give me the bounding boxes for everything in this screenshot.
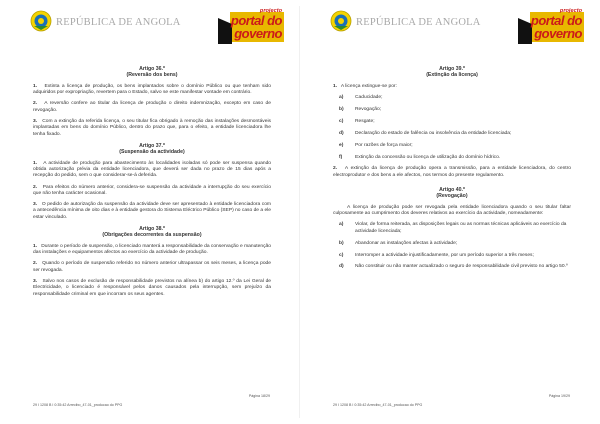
file-reference: 29 I 1208 B I 0:35:42 Arrecibo_47-01_producao do PPG <box>33 403 123 407</box>
list-item: b) Abandonar as instalações afectas à actividade; <box>339 240 458 246</box>
article-37-subtitle: (Suspensão da actividade) <box>119 149 185 156</box>
article-37-paragraph-3: 3. O pedido de autorização da suspensão da actividade deve ser apresentado à entidade licenciadora com a antecedência mínima de oito dias e à entidade gestora do Sistema Eléctrico Público (SEP) no caso de a ele estar vinculado. <box>33 202 271 220</box>
article-40-subtitle: (Revogação) <box>436 193 468 200</box>
article-37-paragraph-2: 2. Para efeitos do número anterior, considera-se suspensão da actividade a interrupção do seu exercício que não tenha carácter ocasional. <box>33 184 272 196</box>
page-number: Página 19/29 <box>548 394 570 398</box>
article-40-title: Artigo 40.º <box>439 187 465 194</box>
article-38-paragraph-2: 2. Quando o período de suspensão referido no número anterior ultrapassar os seis meses, a licença pode ser revogada. <box>33 261 271 273</box>
list-item: d) Declaração do estado de falência ou insolvência da entidade licenciada; <box>339 130 512 136</box>
article-37-title: Artigo 37.º <box>139 142 165 149</box>
page-footer <box>33 394 270 414</box>
file-reference: 29 I 1208 B I 0:35:42 Arrecibo_47-01_producao do PPG <box>333 403 423 407</box>
logo-projecto-text: projecto <box>559 8 582 14</box>
angola-emblem-icon <box>330 10 352 32</box>
article-38-subtitle: (Obrigações decorrentes da suspensão) <box>102 232 202 239</box>
logo-portal-text: portal do <box>530 13 582 28</box>
page-number: Página 18/29 <box>248 394 270 398</box>
angola-emblem-icon <box>30 10 52 32</box>
list-item: a) Violar, de forma reiterada, as disposições legais ou as normas técnicas aplicáveis ao exercício da actividade licenciada; <box>339 222 567 234</box>
page-header <box>330 8 590 52</box>
page-content <box>33 62 271 303</box>
article-36-title: Artigo 36.º <box>139 66 165 72</box>
list-item: b) Revogação; <box>339 107 382 112</box>
logo-governo-text: governo <box>534 26 582 41</box>
article-38-title: Artigo 38.º <box>139 226 165 233</box>
logo-governo-text: governo <box>234 26 282 41</box>
logo-projecto-text: projecto <box>259 8 282 14</box>
logo-portal-text: portal do <box>230 13 282 28</box>
list-item: f) Extinção da concessão ou licença de utilização do domínio hídrico. <box>339 154 501 160</box>
article-36-paragraph-3: 3. Com a extinção da referida licença, o seu titular fica obrigado à remoção das instalações desmontáveis implantadas em bens do domínio Público, dentro do prazo que, para o efeito, a entidade licenciadora lhe tenha fixado. <box>33 119 271 137</box>
article-39-list <box>333 95 571 161</box>
list-item: a) Caducidade; <box>339 95 383 101</box>
republic-title: REPÚBLICA DE ANGOLA <box>356 17 481 28</box>
article-40-paragraph-1: A licença de produção pode ser revogada pela entidade licenciadora quando o seu titular faltar culposamente ao cumprimento dos deveres relativos ao exercício da actividade, nomeadamente: <box>333 204 571 217</box>
article-39-paragraph-1: 1. A licença extingue-se por: <box>333 83 397 89</box>
article-40-list <box>333 222 571 270</box>
article-38-paragraph-1: 1. Durante o período de suspensão, o licenciado manterá a responsabilidade da conservação e manutenção das instalações e equipamentos afectos ao exercício da actividade de produção. <box>33 243 271 256</box>
page-header <box>30 8 290 52</box>
list-item: c) Resgate; <box>339 118 375 124</box>
article-39-paragraph-2: 2. A extinção da licença de produção opera a transmissão, para a entidade licenciadora, do centro electroprodutor e dos bens a ele afectos, nos termos do presente regulamento. <box>333 166 571 178</box>
page-footer <box>333 394 570 414</box>
page-content <box>333 62 571 276</box>
article-39-title: Artigo 39.º <box>439 66 465 72</box>
list-item: d) Não constituir ou não manter actualizado o seguro de responsabilidade civil previsto no artigo 50.º <box>339 264 568 270</box>
article-36-paragraph-2: 2. A reversão confere ao titular da licença de produção o direito indemnização, excepto em caso de revogação. <box>33 101 271 113</box>
article-36-subtitle: (Reversão dos bens) <box>126 72 178 79</box>
article-38-paragraph-3: 3. Salvo nos casos de exclusão de responsabilidade previstos na alínea b) do artigo 12.º da Lei Geral de Electricidade, o licenciado é responsável pelos danos causados pela interrupção, sem prejuízo da responsabilidade criminal em que incorram os seus agentes. <box>33 279 272 297</box>
list-item: c) Interromper a actividade injustificadamente, por um período superior a três meses; <box>339 252 534 258</box>
article-36-paragraph-1: 1. Extinta a licença de produção, os bens implantados sobre o domínio Público ou que tenham sido adquiridos por expropriação, revertem para o Estado, salvo se este manifestar vontade em contrário. <box>33 83 272 96</box>
article-39-subtitle: (Extinção da licença) <box>426 72 478 79</box>
portal-logo <box>218 8 284 52</box>
portal-logo <box>518 8 584 52</box>
page-right <box>300 0 600 424</box>
article-37-paragraph-1: 1. A actividade de produção para abastecimento às localidades isoladas só pode ser suspensa quando obtida autorização prévia da entidade licenciadora, que deverá ser dada no prazo de 15 dias após a recepção do pedido, sem o que considerar-se-á deferida. <box>33 160 272 179</box>
republic-title: REPÚBLICA DE ANGOLA <box>56 17 181 28</box>
list-item: e) Por razões de força maior; <box>339 142 413 148</box>
